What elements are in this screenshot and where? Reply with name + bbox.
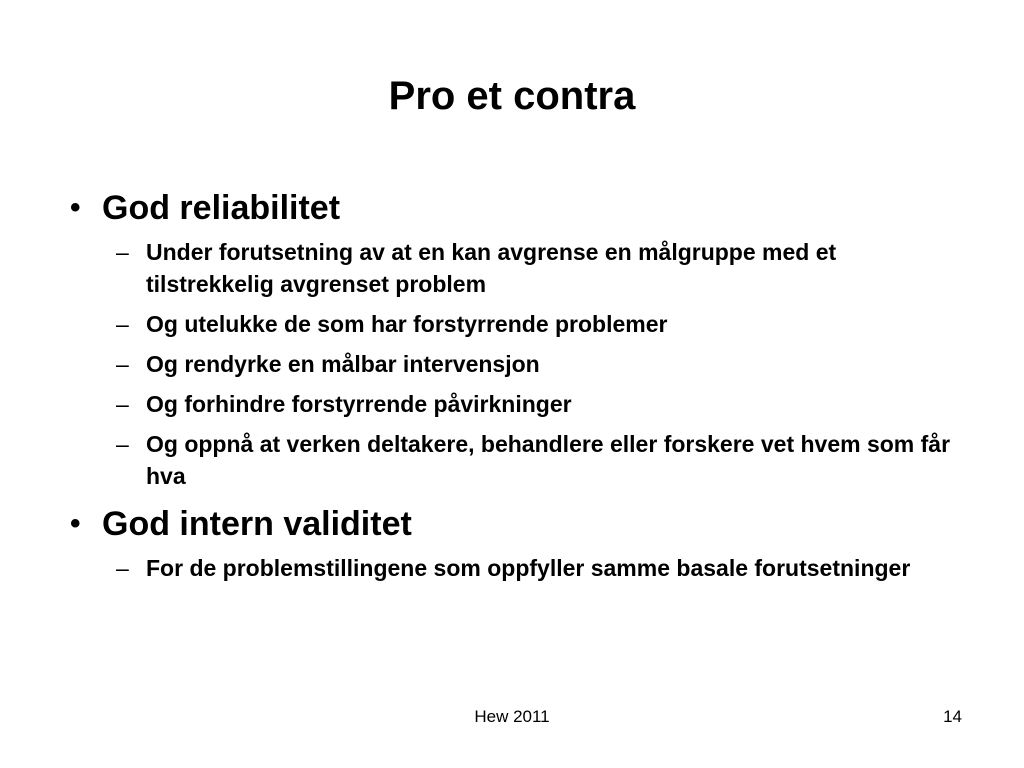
section-heading: God intern validitet — [102, 505, 412, 543]
sub-bullet-item — [60, 388, 960, 420]
sub-bullet-list — [60, 552, 960, 584]
dash-icon: – — [116, 431, 129, 457]
sub-bullet-item — [60, 308, 960, 340]
sub-bullet-text: For de problemstillingene som oppfyller samme basale forutsetninger — [146, 555, 911, 581]
sub-bullet-item — [60, 552, 960, 584]
sub-bullet-text: Og utelukke de som har forstyrrende problemer — [146, 311, 668, 337]
dash-icon: – — [116, 391, 129, 417]
sub-bullet-text: Og oppnå at verken deltakere, behandlere eller forskere vet hvem som får hva — [146, 431, 951, 489]
dash-icon: – — [116, 311, 129, 337]
sub-bullet-text: Og forhindre forstyrrende påvirkninger — [146, 391, 572, 417]
dash-icon: – — [116, 239, 129, 265]
sub-bullet-list — [60, 236, 960, 492]
section-heading: God reliabilitet — [102, 189, 341, 227]
bullet-section-reliability — [60, 186, 960, 230]
sub-bullet-text: Under forutsetning av at en kan avgrense en målgruppe med et tilstrekkelig avgrenset problem — [146, 239, 837, 297]
slide-content — [60, 186, 960, 594]
bullet-icon: • — [70, 191, 81, 224]
bullet-icon: • — [70, 507, 81, 540]
dash-icon: – — [116, 555, 129, 581]
sub-bullet-text: Og rendyrke en målbar intervensjon — [146, 351, 540, 377]
dash-icon: – — [116, 351, 129, 377]
sub-bullet-item — [60, 348, 960, 380]
sub-bullet-item — [60, 236, 960, 300]
slide-title: Pro et contra — [388, 74, 636, 118]
footer-text: Hew 2011 — [474, 707, 550, 726]
sub-bullet-item — [60, 428, 960, 492]
page-number: 14 — [943, 707, 962, 726]
bullet-section-internal-validity — [60, 502, 960, 546]
